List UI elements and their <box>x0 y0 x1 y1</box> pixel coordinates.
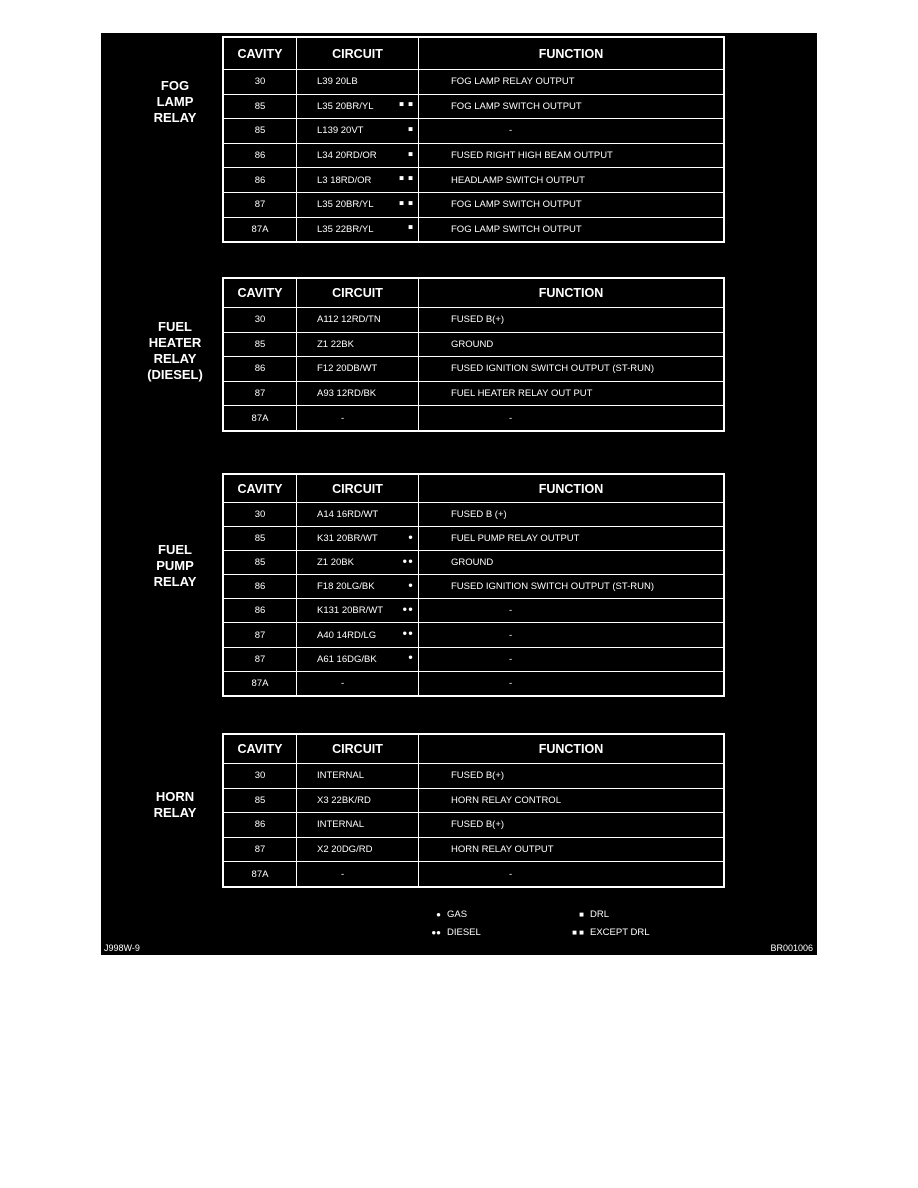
function-cell: - <box>509 125 513 137</box>
figure-code-right: BR001006 <box>770 943 813 953</box>
circuit-text: INTERNAL <box>317 770 364 782</box>
function-cell: HORN RELAY CONTROL <box>451 794 561 806</box>
header-cavity: CAVITY <box>224 475 297 502</box>
circuit-text: L35 20BR/YL <box>317 100 374 112</box>
circuit-text: K131 20BR/WT <box>317 605 383 617</box>
circuit-text: - <box>341 412 345 424</box>
function-cell: FUEL HEATER RELAY OUT PUT <box>451 388 593 400</box>
function-cell: FOG LAMP RELAY OUTPUT <box>451 76 575 88</box>
function-cell: FUSED B(+) <box>451 819 505 831</box>
circuit-text: Z1 22BK <box>317 338 354 350</box>
application-marker: ● <box>408 652 414 662</box>
header-cavity: CAVITY <box>224 279 297 307</box>
table-row <box>224 550 723 574</box>
cavity-cell: 86 <box>224 575 297 598</box>
table-row <box>224 94 723 119</box>
table-row <box>224 405 723 430</box>
figure-code-left: J998W-9 <box>104 943 140 953</box>
cavity-cell: 87 <box>224 382 297 406</box>
fuel-pump-relay-label: FUEL PUMP RELAY <box>153 542 197 589</box>
table-row <box>224 502 723 526</box>
circuit-cell <box>297 382 419 406</box>
cavity-cell: 87A <box>224 672 297 695</box>
circuit-text: A112 12RD/TN <box>317 314 381 326</box>
application-marker: ■ <box>408 124 414 134</box>
table-row <box>224 812 723 837</box>
cavity-cell: 87A <box>224 218 297 242</box>
circuit-cell <box>297 95 419 119</box>
cavity-cell: 86 <box>224 813 297 837</box>
table-row <box>224 526 723 550</box>
function-cell: FOG LAMP SWITCH OUTPUT <box>451 223 582 235</box>
circuit-text: A61 16DG/BK <box>317 653 377 665</box>
circuit-cell <box>297 838 419 862</box>
function-cell: - <box>509 868 513 880</box>
function-cell: GROUND <box>451 338 494 350</box>
function-cell: FUSED RIGHT HIGH BEAM OUTPUT <box>451 150 613 162</box>
circuit-cell <box>297 119 419 143</box>
table-header <box>224 38 723 69</box>
application-marker: ●● <box>402 628 414 638</box>
cavity-cell: 85 <box>224 551 297 574</box>
circuit-cell <box>297 144 419 168</box>
gas-label: GAS <box>447 909 468 920</box>
application-marker: ■ ■ <box>399 99 414 109</box>
circuit-text: INTERNAL <box>317 819 364 831</box>
circuit-text: X2 20DG/RD <box>317 844 373 856</box>
circuit-text: L139 20VT <box>317 125 364 137</box>
circuit-cell <box>297 193 419 217</box>
table-row <box>224 143 723 168</box>
circuit-text: - <box>341 868 345 880</box>
function-cell: FOG LAMP SWITCH OUTPUT <box>451 199 582 211</box>
circuit-text: A40 14RD/LG <box>317 629 377 641</box>
fog-lamp-relay-table <box>222 36 725 243</box>
cavity-cell: 85 <box>224 119 297 143</box>
diesel-label: DIESEL <box>447 927 481 938</box>
circuit-cell <box>297 218 419 242</box>
function-cell: - <box>509 677 513 689</box>
cavity-cell: 85 <box>224 527 297 550</box>
circuit-cell <box>297 357 419 381</box>
circuit-text: Z1 20BK <box>317 557 354 569</box>
diesel-symbol: ●● <box>431 928 441 937</box>
circuit-text: F18 20LG/BK <box>317 581 375 593</box>
circuit-text: L3 18RD/OR <box>317 174 372 186</box>
function-cell: GROUND <box>451 557 494 569</box>
application-marker: ■ ■ <box>399 198 414 208</box>
header-cavity: CAVITY <box>224 38 297 69</box>
table-row <box>224 647 723 671</box>
header-function: FUNCTION <box>538 46 604 61</box>
circuit-cell <box>297 168 419 192</box>
application-marker: ●● <box>402 556 414 566</box>
application-marker: ●● <box>402 604 414 614</box>
cavity-cell: 86 <box>224 144 297 168</box>
header-function: FUNCTION <box>538 481 604 496</box>
circuit-cell <box>297 764 419 788</box>
function-cell: - <box>509 629 513 641</box>
function-cell: FUSED B(+) <box>451 314 505 326</box>
function-cell: HORN RELAY OUTPUT <box>451 844 554 856</box>
circuit-cell <box>297 308 419 332</box>
legend-except-drl <box>568 927 649 938</box>
function-cell: FUEL PUMP RELAY OUTPUT <box>451 533 580 545</box>
horn-relay-label: HORN RELAY <box>153 789 197 820</box>
function-cell: FUSED IGNITION SWITCH OUTPUT (ST-RUN) <box>451 581 655 593</box>
circuit-cell <box>297 575 419 598</box>
circuit-cell <box>297 503 419 526</box>
gas-symbol: ● <box>436 910 441 919</box>
circuit-cell <box>297 551 419 574</box>
legend-drl <box>568 909 609 920</box>
cavity-cell: 86 <box>224 168 297 192</box>
circuit-text: A93 12RD/BK <box>317 388 377 400</box>
table-header <box>224 279 723 307</box>
circuit-cell <box>297 333 419 357</box>
table-row <box>224 381 723 406</box>
table-row <box>224 671 723 695</box>
application-marker: ■ <box>408 148 414 158</box>
header-cavity: CAVITY <box>224 735 297 763</box>
circuit-text: F12 20DB/WT <box>317 363 378 375</box>
header-function: FUNCTION <box>538 286 604 300</box>
circuit-cell <box>297 623 419 646</box>
drl-label: DRL <box>590 909 610 920</box>
table-row <box>224 356 723 381</box>
fuel-pump-relay-table <box>222 473 725 697</box>
horn-relay-table <box>222 733 725 888</box>
circuit-cell <box>297 813 419 837</box>
table-row <box>224 217 723 242</box>
table-row <box>224 622 723 646</box>
table-row <box>224 118 723 143</box>
table-row <box>224 332 723 357</box>
fog-lamp-relay-label: FOG LAMP RELAY <box>153 78 197 125</box>
circuit-text: L35 20BR/YL <box>317 199 374 211</box>
cavity-cell: 87 <box>224 838 297 862</box>
circuit-cell <box>297 70 419 94</box>
function-cell: - <box>509 605 513 617</box>
circuit-text: A14 16RD/WT <box>317 509 379 521</box>
circuit-text: L35 22BR/YL <box>317 223 374 235</box>
table-row <box>224 307 723 332</box>
cavity-cell: 30 <box>224 308 297 332</box>
circuit-cell <box>297 406 419 430</box>
header-function: FUNCTION <box>538 742 604 756</box>
cavity-cell: 86 <box>224 599 297 622</box>
circuit-cell <box>297 789 419 813</box>
table-row <box>224 192 723 217</box>
legend-gas <box>425 909 467 920</box>
application-marker: ■ <box>408 222 414 232</box>
circuit-cell <box>297 527 419 550</box>
cavity-cell: 30 <box>224 503 297 526</box>
function-cell: - <box>509 412 513 424</box>
table-row <box>224 763 723 788</box>
circuit-text: - <box>341 677 345 689</box>
circuit-text: L34 20RD/OR <box>317 150 377 162</box>
table-header <box>224 475 723 502</box>
circuit-cell <box>297 599 419 622</box>
circuit-cell <box>297 862 419 886</box>
cavity-cell: 85 <box>224 95 297 119</box>
table-row <box>224 167 723 192</box>
table-row <box>224 861 723 886</box>
cavity-cell: 87A <box>224 862 297 886</box>
cavity-cell: 87 <box>224 648 297 671</box>
cavity-cell: 85 <box>224 333 297 357</box>
cavity-cell: 87 <box>224 193 297 217</box>
fuel-heater-relay-label: FUEL HEATER RELAY (DIESEL) <box>147 319 203 382</box>
circuit-cell <box>297 648 419 671</box>
circuit-text: X3 22BK/RD <box>317 794 371 806</box>
table-header <box>224 735 723 763</box>
circuit-text: L39 20LB <box>317 76 358 88</box>
table-row <box>224 69 723 94</box>
cavity-cell: 30 <box>224 764 297 788</box>
cavity-cell: 87A <box>224 406 297 430</box>
table-row <box>224 574 723 598</box>
function-cell: FUSED B (+) <box>451 509 507 521</box>
except-drl-symbol: ■ ■ <box>572 928 584 937</box>
fuel-heater-relay-table <box>222 277 725 432</box>
table-row <box>224 598 723 622</box>
function-cell: - <box>509 653 513 665</box>
except-drl-label: EXCEPT DRL <box>590 927 650 938</box>
function-cell: FOG LAMP SWITCH OUTPUT <box>451 100 582 112</box>
application-marker: ● <box>408 532 414 542</box>
cavity-cell: 30 <box>224 70 297 94</box>
legend-diesel <box>425 927 481 938</box>
function-cell: FUSED IGNITION SWITCH OUTPUT (ST-RUN) <box>451 363 655 375</box>
cavity-cell: 85 <box>224 789 297 813</box>
circuit-text: K31 20BR/WT <box>317 533 378 545</box>
function-cell: HEADLAMP SWITCH OUTPUT <box>451 174 585 186</box>
header-circuit: CIRCUIT <box>297 279 419 307</box>
application-marker: ■ ■ <box>399 173 414 183</box>
header-circuit: CIRCUIT <box>297 735 419 763</box>
diagram-panel <box>101 33 817 955</box>
application-marker: ● <box>408 580 414 590</box>
circuit-cell <box>297 672 419 695</box>
header-circuit: CIRCUIT <box>297 38 419 69</box>
header-circuit: CIRCUIT <box>297 475 419 502</box>
cavity-cell: 87 <box>224 623 297 646</box>
cavity-cell: 86 <box>224 357 297 381</box>
table-row <box>224 788 723 813</box>
function-cell: FUSED B(+) <box>451 770 505 782</box>
drl-symbol: ■ <box>579 910 584 919</box>
table-row <box>224 837 723 862</box>
